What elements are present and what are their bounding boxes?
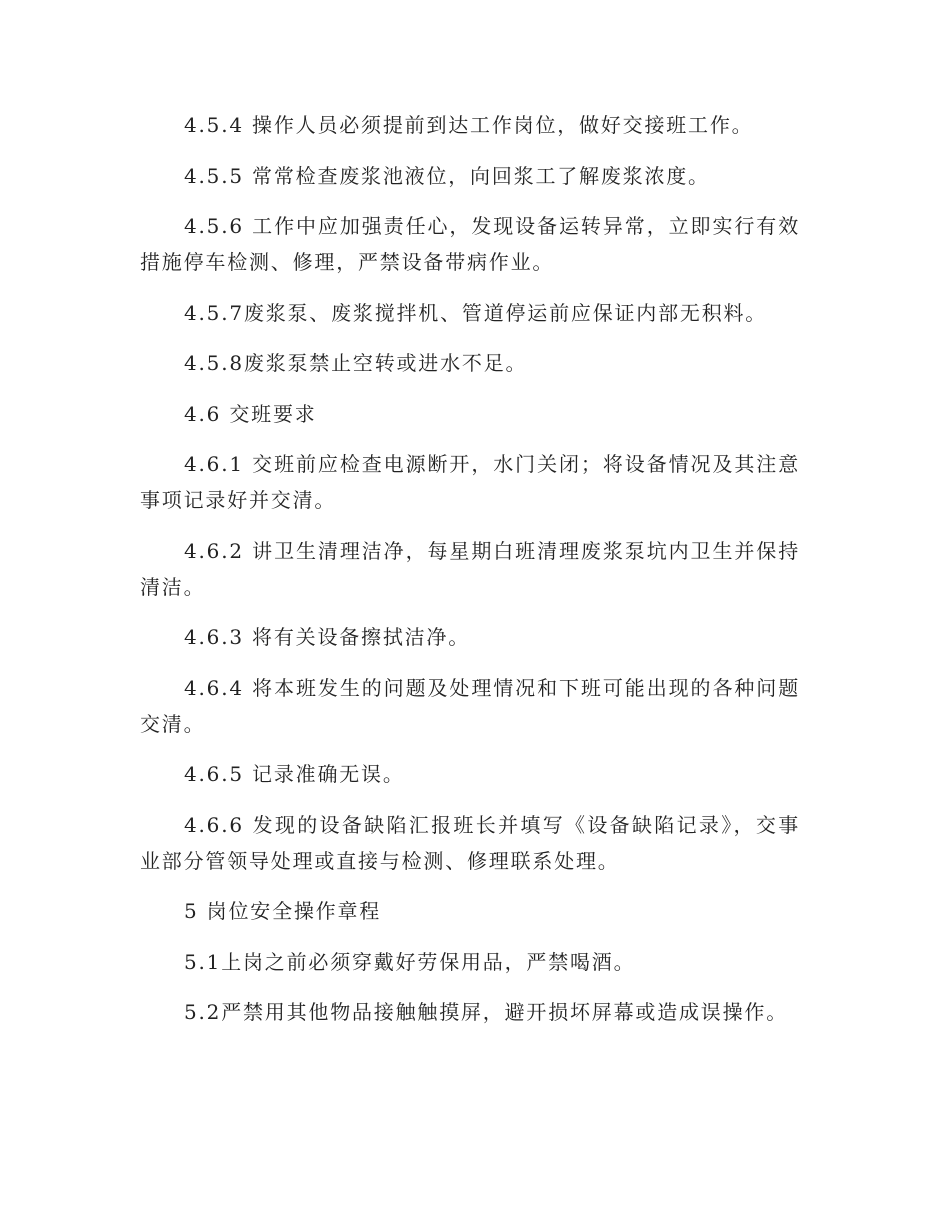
section-heading-4-6: 4.6 交班要求 bbox=[184, 401, 317, 426]
paragraph-4-6-4: 4.6.4 将本班发生的问题及处理情况和下班可能出现的各种问题交清。 bbox=[140, 675, 800, 736]
paragraph-4-5-6: 4.5.6 工作中应加强责任心，发现设备运转异常，立即实行有效措施停车检测、修理，严禁设备带病作业。 bbox=[140, 214, 800, 274]
paragraph-5-1: 5.1上岗之前必须穿戴好劳保用品，严禁喝酒。 bbox=[184, 949, 636, 974]
paragraph-4-5-4: 4.5.4 操作人员必须提前到达工作岗位，做好交接班工作。 bbox=[184, 113, 754, 137]
paragraph-4-5-7: 4.5.7废浆泵、废浆搅拌机、管道停运前应保证内部无积料。 bbox=[184, 300, 768, 325]
paragraph-4-6-3: 4.6.3 将有关设备擦拭洁净。 bbox=[184, 625, 471, 649]
paragraph-4-5-5: 4.5.5 常常检查废浆池液位，向回浆工了解废浆浓度。 bbox=[184, 163, 710, 188]
paragraph-4-6-1: 4.6.1 交班前应检查电源断开，水门关闭；将设备情况及其注意事项记录好并交清。 bbox=[140, 452, 800, 512]
document-body bbox=[140, 107, 800, 1045]
paragraph-4-5-8: 4.5.8废浆泵禁止空转或进水不足。 bbox=[184, 351, 528, 375]
paragraph-4-6-5: 4.6.5 记录准确无误。 bbox=[184, 762, 405, 786]
section-heading-5: 5 岗位安全操作章程 bbox=[184, 899, 382, 923]
paragraph-4-6-6: 4.6.6 发现的设备缺陷汇报班长并填写《设备缺陷记录》，交事业部分管领导处理或直接与检测、修理联系处理。 bbox=[140, 812, 800, 873]
paragraph-5-2: 5.2严禁用其他物品接触触摸屏，避开损坏屏幕或造成误操作。 bbox=[184, 1000, 789, 1024]
paragraph-4-6-2: 4.6.2 讲卫生清理洁净，每星期白班清理废浆泵坑内卫生并保持清洁。 bbox=[140, 538, 800, 599]
